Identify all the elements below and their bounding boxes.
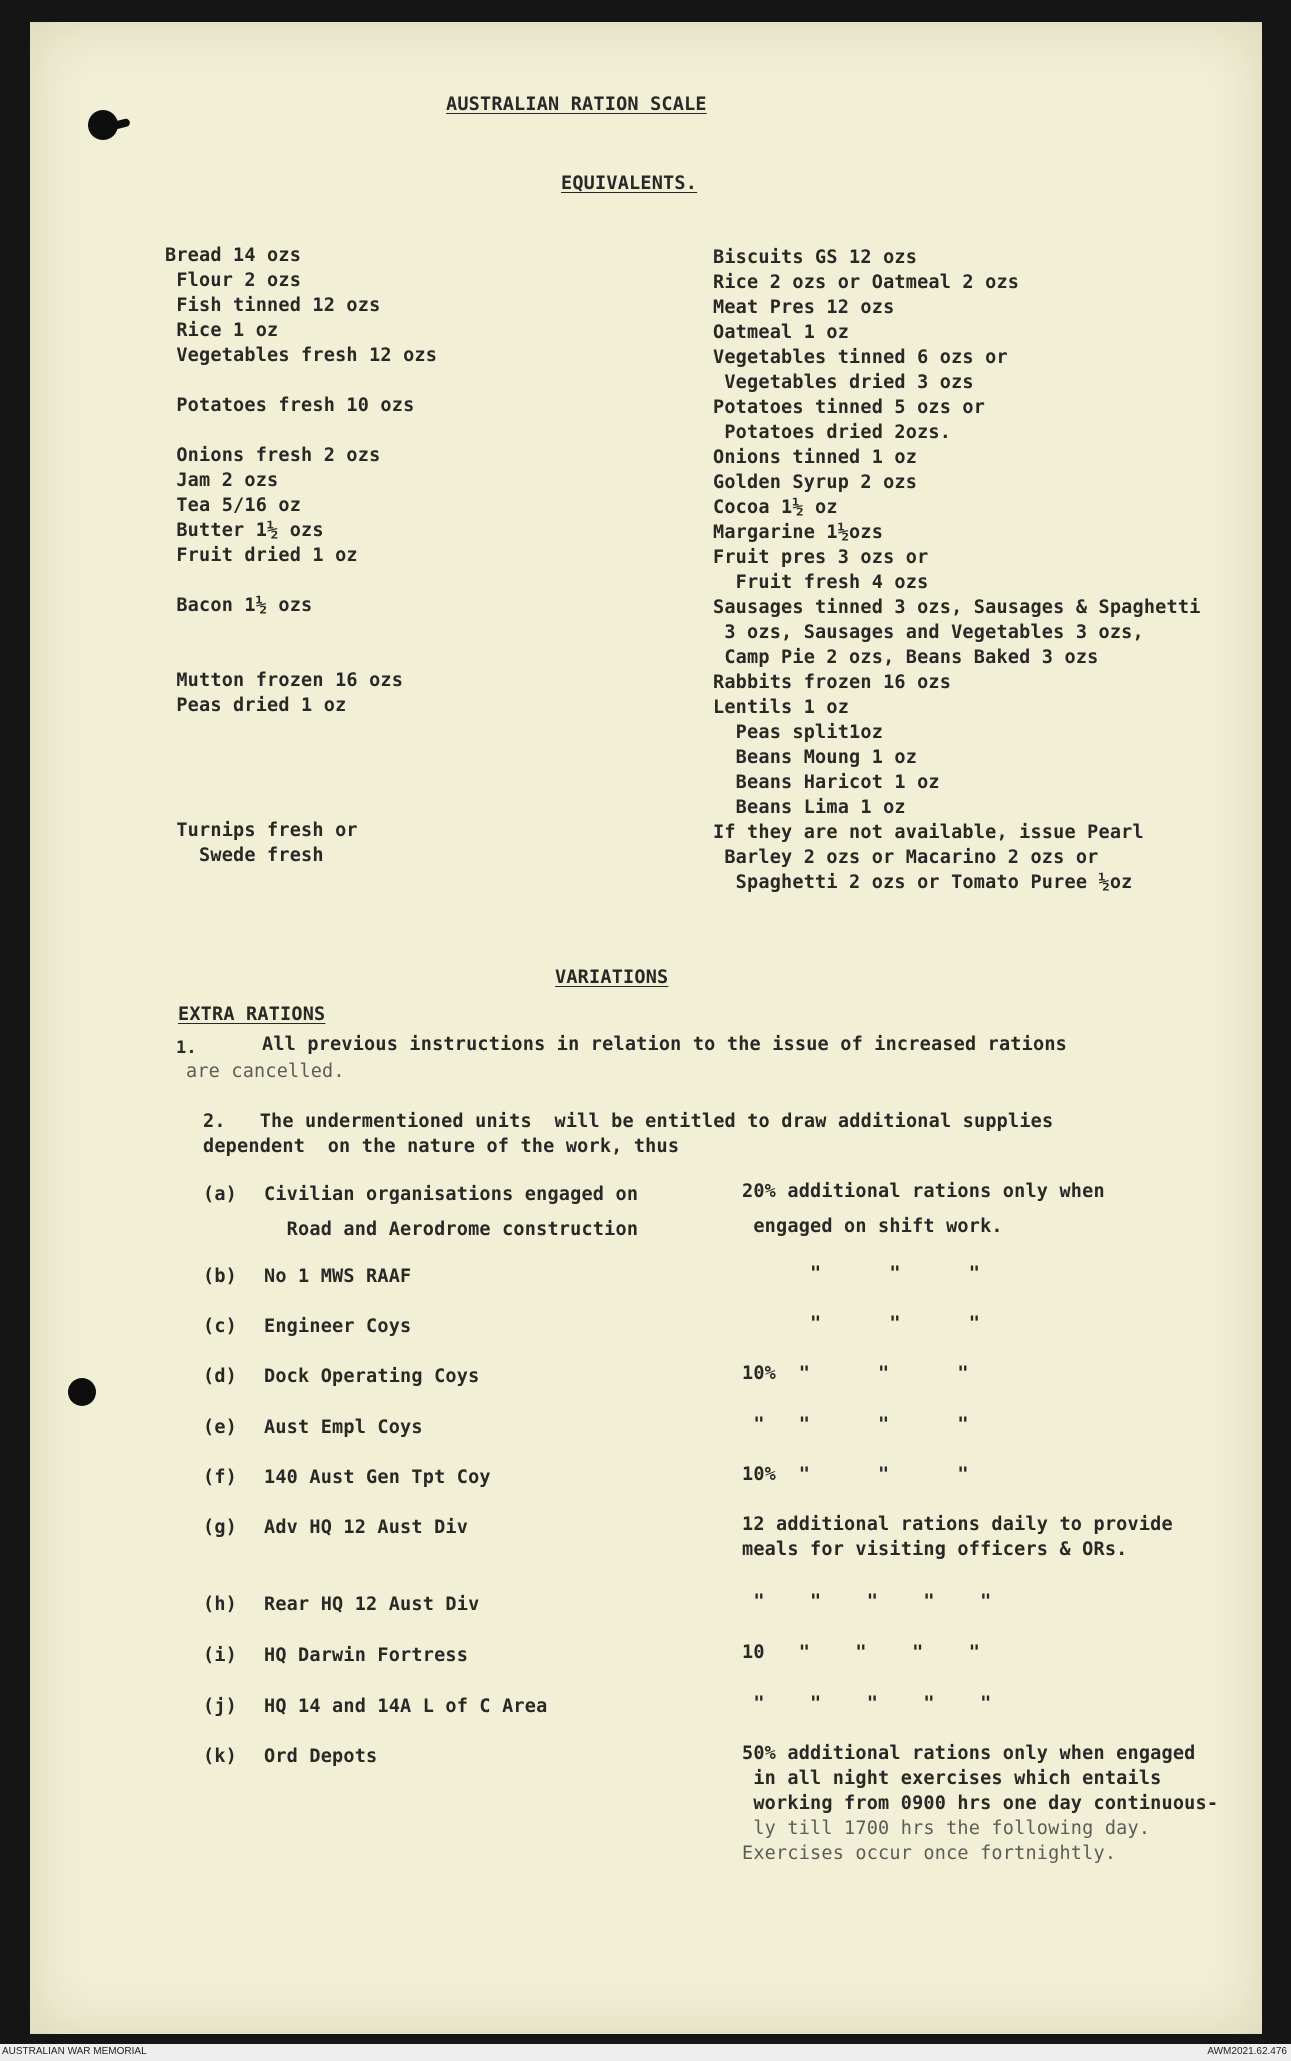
unit-entitlement: 12 additional rations daily to provide [742,1514,1173,1535]
unit-name: HQ Darwin Fortress [264,1645,469,1666]
equivalent-item: Potatoes fresh 10 ozs [165,395,415,416]
equivalent-alternative: Camp Pie 2 ozs, Beans Baked 3 ozs [713,647,1099,668]
unit-entitlement: " " " [742,1313,981,1334]
equivalent-alternative: Vegetables tinned 6 ozs or [713,347,1008,368]
unit-letter: (k) [203,1746,238,1767]
equivalent-alternative: Potatoes tinned 5 ozs or [713,397,986,418]
document-title: AUSTRALIAN RATION SCALE [446,94,707,115]
equivalent-alternative: Oatmeal 1 oz [713,322,850,343]
paragraph-1-line-1: All previous instructions in relation to the issue of increased rations [262,1034,1067,1055]
equivalent-alternative: Sausages tinned 3 ozs, Sausages & Spaghetti [713,597,1201,618]
unit-entitlement: 50% additional rations only when engaged [742,1743,1196,1764]
unit-name: Rear HQ 12 Aust Div [264,1594,480,1615]
unit-name: Civilian organisations engaged on [264,1184,639,1205]
equivalent-item: Mutton frozen 16 ozs [165,670,404,691]
equivalent-item: Bacon 1½ ozs [165,595,313,616]
footer-reference: AWM2021.62.476 [1207,2046,1287,2057]
equivalent-alternative: Potatoes dried 2ozs. [713,422,952,443]
unit-name: Ord Depots [264,1746,378,1767]
unit-letter: (d) [203,1366,238,1387]
paragraph-2-line-2: dependent on the nature of the work, thus [203,1136,680,1157]
unit-letter: (g) [203,1517,238,1538]
unit-entitlement: " " " " " [742,1693,992,1714]
equivalent-alternative: Vegetables dried 3 ozs [713,372,974,393]
equivalent-alternative: Onions tinned 1 oz [713,447,918,468]
paragraph-1-number: 1. [176,1038,197,1058]
unit-letter: (i) [203,1645,238,1666]
equivalent-alternative: Golden Syrup 2 ozs [713,472,918,493]
equivalents-heading: EQUIVALENTS. [561,173,698,194]
equivalent-item: Rice 1 oz [165,320,279,341]
unit-name-line-2: Road and Aerodrome construction [264,1219,639,1240]
unit-name: Dock Operating Coys [264,1366,480,1387]
unit-letter: (b) [203,1266,238,1287]
unit-letter: (e) [203,1417,238,1438]
equivalent-alternative: Meat Pres 12 ozs [713,297,895,318]
extra-rations-heading: EXTRA RATIONS [178,1004,326,1025]
equivalent-alternative: Margarine 1½ozs [713,522,884,543]
equivalent-item: Tea 5/16 oz [165,495,302,516]
equivalent-item: Butter 1½ ozs [165,520,324,541]
equivalent-item: Peas dried 1 oz [165,695,347,716]
equivalent-item: Flour 2 ozs [165,270,302,291]
unit-entitlement: 10% " " " [742,1464,969,1485]
unit-entitlement: working from 0900 hrs one day continuous- [742,1793,1219,1814]
equivalent-alternative: Fruit fresh 4 ozs [713,572,929,593]
equivalent-alternative: Biscuits GS 12 ozs [713,247,918,268]
equivalent-item: Fruit dried 1 oz [165,545,358,566]
equivalent-alternative: Rice 2 ozs or Oatmeal 2 ozs [713,272,1020,293]
unit-letter: (j) [203,1696,238,1717]
equivalent-item: Fish tinned 12 ozs [165,295,381,316]
unit-name: Aust Empl Coys [264,1417,423,1438]
equivalent-alternative: Beans Moung 1 oz [713,747,918,768]
equivalent-alternative: Peas split1oz [713,722,884,743]
unit-entitlement: in all night exercises which entails [742,1768,1162,1789]
unit-entitlement: 20% additional rations only when [742,1181,1105,1202]
unit-name: Adv HQ 12 Aust Div [264,1517,469,1538]
unit-entitlement: " " " " [742,1414,969,1435]
punch-hole-bottom [68,1378,96,1406]
unit-entitlement: Exercises occur once fortnightly. [742,1843,1117,1864]
footer-archive-name: AUSTRALIAN WAR MEMORIAL [2,2046,147,2057]
punch-hole-top [88,110,118,140]
unit-name: 140 Aust Gen Tpt Coy [264,1467,491,1488]
variations-heading: VARIATIONS [555,967,669,988]
equivalent-item: Jam 2 ozs [165,470,279,491]
equivalent-alternative: 3 ozs, Sausages and Vegetables 3 ozs, [713,622,1144,643]
equivalent-alternative: Cocoa 1½ oz [713,497,838,518]
equivalent-alternative: If they are not available, issue Pearl [713,822,1144,843]
unit-letter: (c) [203,1316,238,1337]
equivalent-alternative: Spaghetti 2 ozs or Tomato Puree ½oz [713,872,1133,893]
equivalent-item: Turnips fresh or [165,820,358,841]
equivalent-item: Swede fresh [165,845,324,866]
unit-letter: (a) [203,1184,238,1205]
unit-entitlement: " " " [742,1263,981,1284]
unit-entitlement: ly till 1700 hrs the following day. [742,1818,1151,1839]
equivalent-alternative: Beans Haricot 1 oz [713,772,940,793]
equivalent-alternative: Lentils 1 oz [713,697,850,718]
unit-entitlement: 10 " " " " [742,1642,981,1663]
equivalent-alternative: Barley 2 ozs or Macarino 2 ozs or [713,847,1099,868]
equivalent-item: Onions fresh 2 ozs [165,445,381,466]
unit-letter: (f) [203,1467,238,1488]
unit-entitlement: " " " " " [742,1591,992,1612]
equivalent-item: Vegetables fresh 12 ozs [165,345,438,366]
unit-entitlement: engaged on shift work. [742,1216,1003,1237]
equivalent-alternative: Fruit pres 3 ozs or [713,547,929,568]
unit-letter: (h) [203,1594,238,1615]
unit-name: Engineer Coys [264,1316,412,1337]
paragraph-2-line-1: 2. The undermentioned units will be entitled to draw additional supplies [203,1111,1054,1132]
equivalent-alternative: Beans Lima 1 oz [713,797,906,818]
paragraph-1-line-2: are cancelled. [186,1061,345,1082]
equivalent-alternative: Rabbits frozen 16 ozs [713,672,952,693]
unit-name: No 1 MWS RAAF [264,1266,412,1287]
equivalent-item: Bread 14 ozs [165,245,302,266]
unit-entitlement: meals for visiting officers & ORs. [742,1539,1128,1560]
unit-entitlement: 10% " " " [742,1363,969,1384]
unit-name: HQ 14 and 14A L of C Area [264,1696,548,1717]
